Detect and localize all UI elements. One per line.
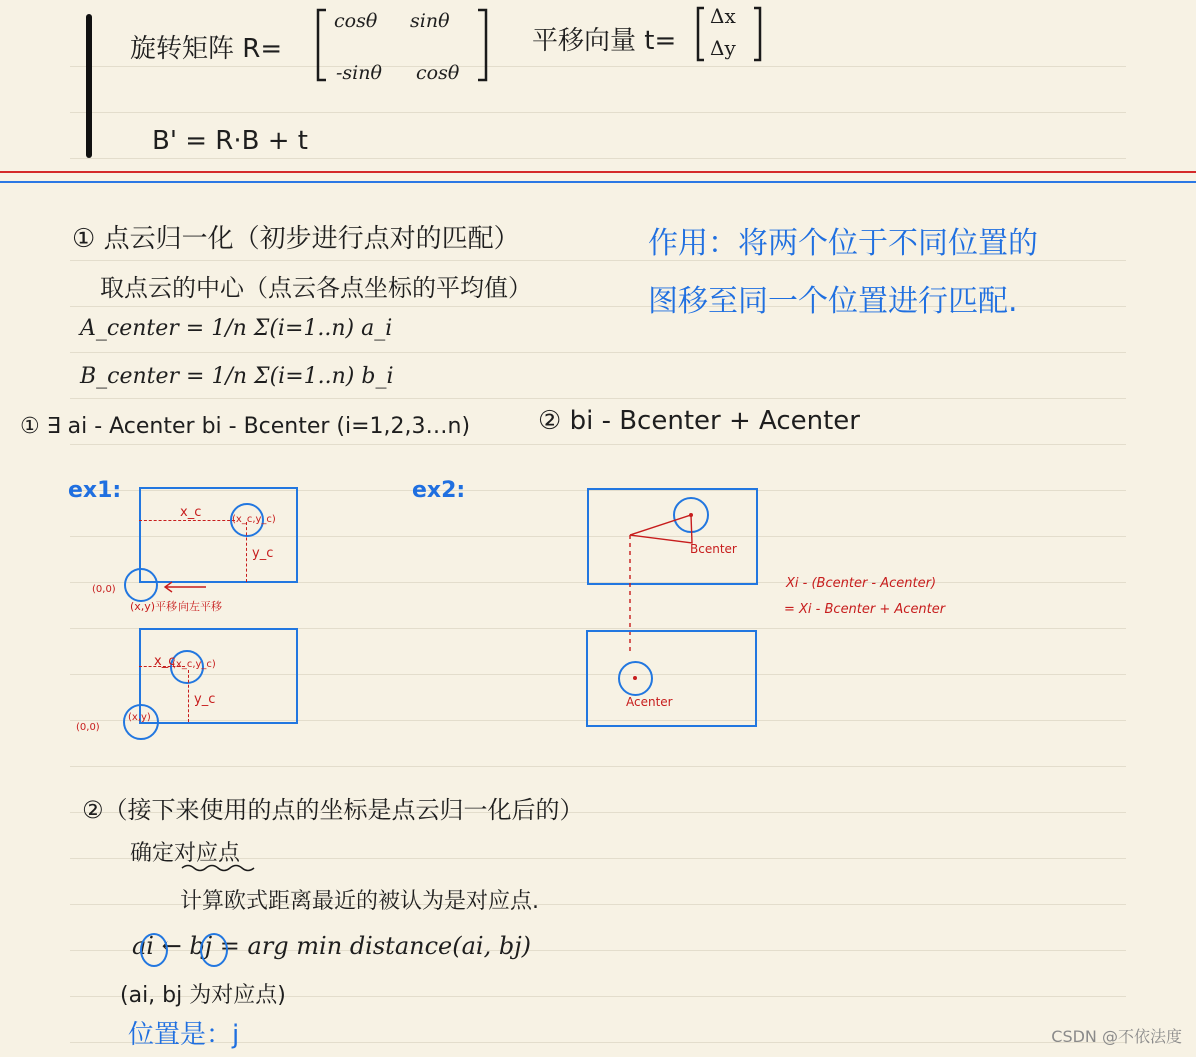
vector-cell: Δy — [710, 36, 736, 60]
a-center-formula: A_center = 1/n Σ(i=1..n) a_i — [80, 316, 393, 341]
ex1-arrow-note2: 向左平移 — [178, 600, 222, 613]
ex2-a-center-dot — [633, 676, 637, 680]
ex1-point-label: (x_c,y_c) — [232, 514, 276, 525]
matrix-cell: cosθ — [416, 62, 460, 84]
ruled-line — [70, 766, 1126, 767]
matrix-cell: cosθ — [334, 10, 378, 32]
b-center-formula: B_center = 1/n Σ(i=1..n) b_i — [80, 364, 394, 389]
ex1-yc-label-2: y_c — [194, 692, 216, 707]
section2-sub: 确定对应点 — [130, 841, 241, 866]
translation-label: 平移向量 t= — [532, 26, 677, 56]
ex2-bottom-rect — [586, 630, 757, 727]
ex1-origin-label: (0,0) — [92, 584, 116, 595]
blue-divider — [0, 181, 1196, 183]
ex2-b-label: Bcenter — [690, 542, 737, 556]
ex1-xc-line — [139, 520, 235, 521]
ruled-line — [70, 352, 1126, 353]
ex1-point-label-3: (x,y) — [128, 712, 151, 723]
purpose-note-line1: 作用：将两个位于不同位置的 — [648, 226, 1038, 261]
section1-heading: ① 点云归一化（初步进行点对的匹配） — [72, 224, 520, 254]
ex2-note1: Xi - (Bcenter - Acenter) — [786, 576, 937, 591]
ex1-xc-label-2: x_c — [154, 654, 176, 669]
step2-text: ② bi - Bcenter + Acenter — [538, 406, 860, 436]
ex1-bottom-rect — [139, 628, 298, 724]
ex1-left-arrow-icon — [160, 580, 210, 594]
ex2-a-label: Acenter — [626, 695, 673, 709]
section2-heading: ②（接下来使用的点的坐标是点云归一化后的） — [82, 796, 584, 824]
ruled-line — [70, 444, 1126, 445]
ex1-arrow-note1: (x,y)平移 — [130, 600, 178, 613]
matrix-cell: -sinθ — [336, 62, 382, 84]
quote-bar — [86, 14, 92, 158]
ex1-yc-line-2 — [188, 670, 189, 722]
position-note: 位置是：j — [128, 1020, 240, 1050]
vector-cell: Δx — [710, 4, 736, 28]
ex1-top-rect — [139, 487, 298, 583]
ruled-line — [70, 112, 1126, 113]
purpose-note-line2: 图移至同一个位置进行匹配. — [648, 284, 1018, 319]
argmin-formula: ai ← bj = arg min distance(ai, bj) — [132, 932, 531, 960]
ruled-line — [70, 158, 1126, 159]
step1-text: ① ∃ ai - Acenter bi - Bcenter (i=1,2,3…n) — [20, 414, 471, 439]
section1-subheading: 取点云的中心（点云各点坐标的平均值） — [100, 274, 532, 302]
watermark: CSDN @不依法度 — [1051, 1027, 1182, 1046]
ex1-xc-label: x_c — [180, 505, 202, 520]
rotation-label: 旋转矩阵 R= — [130, 34, 283, 64]
red-divider — [0, 171, 1196, 173]
ex1-label: ex1: — [68, 478, 122, 503]
wavy-underline — [180, 862, 260, 874]
matrix-cell: sinθ — [410, 10, 450, 32]
ex1-point-label-2: (x_c,y_c) — [172, 659, 216, 670]
ex1-origin-label-2: (0,0) — [76, 722, 100, 733]
section2-desc: 计算欧式距离最近的被认为是对应点. — [180, 889, 539, 914]
ex2-note2: = Xi - Bcenter + Acenter — [784, 602, 946, 617]
ruled-line — [70, 398, 1126, 399]
transform-formula: B' = R·B + t — [152, 126, 308, 156]
ai-highlight-circle — [140, 933, 168, 967]
ex1-yc-line — [246, 522, 247, 582]
ruled-line — [70, 66, 1126, 67]
ex2-label: ex2: — [412, 478, 466, 503]
bj-highlight-circle — [200, 933, 228, 967]
ex1-origin-circle — [124, 568, 158, 602]
section2-note: (ai, bj 为对应点) — [120, 983, 286, 1008]
ex1-yc-label: y_c — [252, 546, 274, 561]
